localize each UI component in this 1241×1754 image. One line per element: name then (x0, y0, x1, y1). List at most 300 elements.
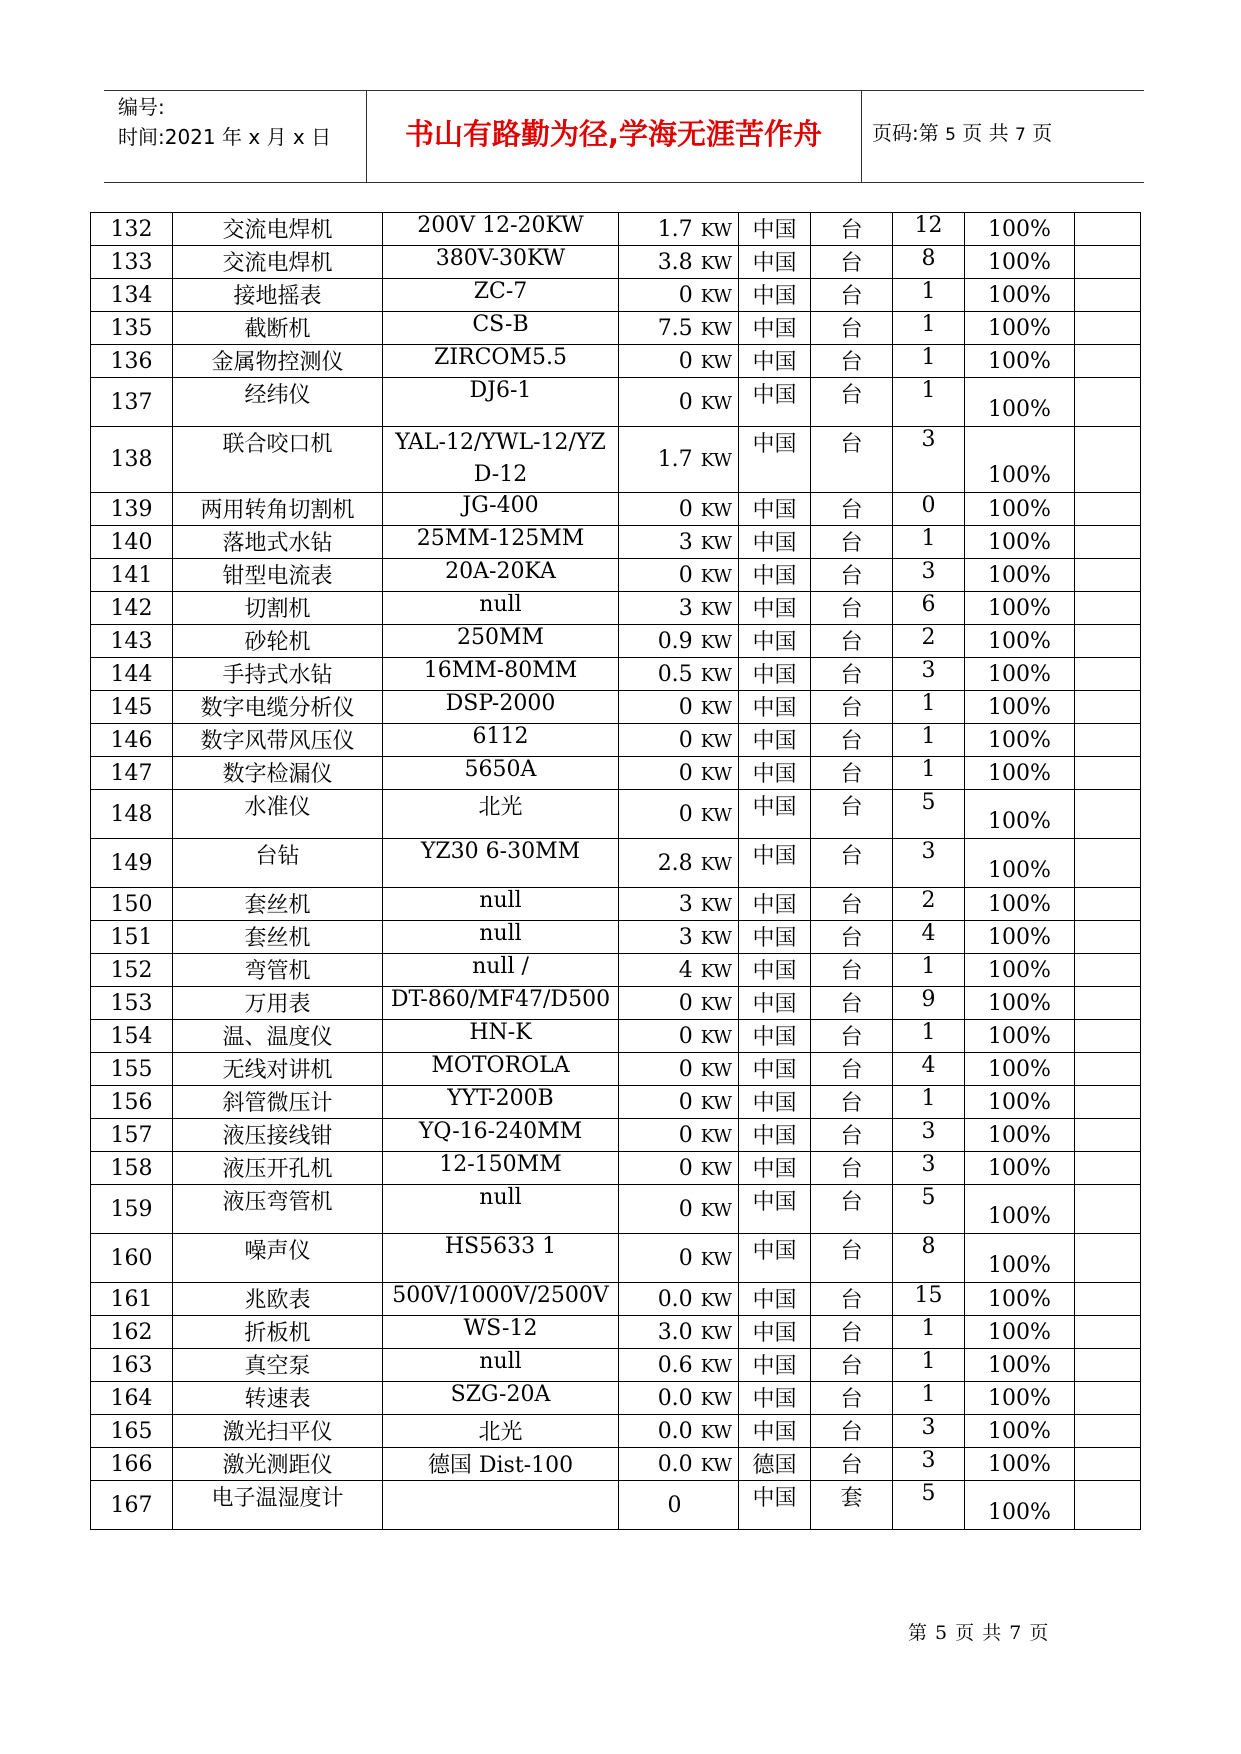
equipment-name-cell (173, 1020, 383, 1053)
origin-country-cell (739, 1086, 811, 1119)
measure-unit: 台 (840, 564, 863, 589)
quantity: 1 (921, 279, 936, 304)
quantity-cell (893, 625, 965, 658)
condition-percent-cell (965, 839, 1075, 888)
row-number: 146 (110, 727, 153, 753)
quantity: 3 (921, 559, 936, 584)
row-number: 159 (110, 1196, 153, 1222)
equipment-model-cell (383, 559, 619, 592)
equipment-name-cell (173, 526, 383, 559)
quantity-cell (893, 1349, 965, 1382)
equipment-model: ZC-7 (473, 279, 528, 304)
remarks-cell (1075, 790, 1141, 839)
equipment-model: null (479, 592, 522, 617)
equipment-name: 兆欧表 (244, 1288, 311, 1313)
quantity: 4 (921, 1053, 936, 1078)
equipment-power-cell (619, 213, 739, 246)
row-number-cell (91, 1119, 173, 1152)
row-number-cell (91, 987, 173, 1020)
remarks-cell (1075, 1283, 1141, 1316)
page-footer: 第 5 页 共 7 页 (908, 1622, 1050, 1644)
condition-percent-cell (965, 493, 1075, 526)
power-value: 0.0 (657, 1451, 693, 1477)
equipment-model: 25MM-125MM (416, 526, 585, 551)
measure-unit-cell (811, 1316, 893, 1349)
equipment-model: 16MM-80MM (423, 658, 578, 683)
measure-unit-cell (811, 839, 893, 888)
row-number-cell (91, 246, 173, 279)
equipment-name: 电子温湿度计 (211, 1486, 344, 1511)
equipment-name-cell (173, 1152, 383, 1185)
equipment-name: 无线对讲机 (222, 1058, 333, 1083)
quantity-cell (893, 526, 965, 559)
condition-percent-cell (965, 1086, 1075, 1119)
equipment-name: 液压弯管机 (222, 1190, 333, 1215)
origin-country-cell (739, 1481, 811, 1530)
row-number-cell (91, 691, 173, 724)
row-number: 141 (110, 562, 153, 588)
condition-percent: 100% (988, 463, 1051, 488)
origin-country: 中国 (752, 959, 797, 984)
row-number-cell (91, 724, 173, 757)
row-number-cell (91, 790, 173, 839)
measure-unit: 台 (840, 1420, 863, 1445)
origin-country-cell (739, 888, 811, 921)
equipment-name-cell (173, 1119, 383, 1152)
quantity-cell (893, 1185, 965, 1234)
condition-percent: 100% (988, 595, 1051, 621)
origin-country-cell (739, 691, 811, 724)
power-value: 0 (678, 1089, 693, 1115)
origin-country-cell (739, 987, 811, 1020)
equipment-power-cell (619, 1283, 739, 1316)
measure-unit-cell (811, 312, 893, 345)
measure-unit: 台 (840, 597, 863, 622)
origin-country: 中国 (752, 1091, 797, 1116)
quantity: 1 (921, 1020, 936, 1045)
measure-unit: 台 (840, 1091, 863, 1116)
row-number: 149 (110, 850, 153, 876)
power-value: 0 (678, 1245, 693, 1271)
equipment-model: 200V 12-20KW (417, 213, 584, 238)
quantity: 12 (914, 213, 943, 238)
quantity: 3 (921, 1448, 936, 1473)
equipment-model-cell (383, 312, 619, 345)
remarks-cell (1075, 1234, 1141, 1283)
row-number: 164 (110, 1385, 153, 1411)
power-value: 3 (678, 595, 693, 621)
equipment-name: 数字检漏仪 (222, 762, 333, 787)
serial-number-label: 编号: (118, 95, 165, 119)
measure-unit: 台 (840, 1321, 863, 1346)
row-number-cell (91, 559, 173, 592)
power-unit: KW (700, 1059, 732, 1081)
equipment-model-cell (383, 592, 619, 625)
power-value: 0 (678, 727, 693, 753)
origin-country-cell (739, 345, 811, 378)
equipment-name: 斜管微压计 (222, 1091, 333, 1116)
quantity-cell (893, 279, 965, 312)
table-row (91, 1234, 1141, 1283)
equipment-name: 钳型电流表 (222, 564, 333, 589)
equipment-power-cell (619, 1382, 739, 1415)
equipment-name: 数字电缆分析仪 (200, 696, 355, 721)
condition-percent: 100% (988, 1319, 1051, 1345)
row-number: 136 (110, 348, 153, 374)
origin-country: 中国 (752, 1420, 797, 1445)
measure-unit: 台 (840, 926, 863, 951)
condition-percent-cell (965, 1316, 1075, 1349)
origin-country-cell (739, 1316, 811, 1349)
equipment-power-cell (619, 724, 739, 757)
remarks-cell (1075, 213, 1141, 246)
origin-country: 中国 (752, 597, 797, 622)
row-number: 166 (110, 1451, 153, 1477)
origin-country-cell (739, 526, 811, 559)
equipment-model: HS5633 1 (444, 1234, 557, 1259)
quantity: 3 (921, 1415, 936, 1440)
row-number-cell (91, 1316, 173, 1349)
row-number: 147 (110, 760, 153, 786)
condition-percent: 100% (988, 1286, 1051, 1312)
origin-country-cell (739, 1382, 811, 1415)
measure-unit-cell (811, 954, 893, 987)
equipment-power-cell (619, 559, 739, 592)
equipment-table (90, 212, 1141, 1530)
power-value: 3.8 (657, 249, 693, 275)
equipment-power-cell (619, 1448, 739, 1481)
equipment-power-cell (619, 1415, 739, 1448)
row-number: 148 (110, 801, 153, 827)
quantity: 1 (921, 526, 936, 551)
equipment-name: 套丝机 (244, 926, 311, 951)
equipment-name-cell (173, 625, 383, 658)
equipment-model-cell (383, 246, 619, 279)
row-number: 156 (110, 1089, 153, 1115)
power-value: 0 (667, 1492, 682, 1518)
equipment-model-cell (383, 658, 619, 691)
equipment-power-cell (619, 839, 739, 888)
power-value: 0.0 (657, 1385, 693, 1411)
equipment-name: 金属物控测仪 (211, 350, 344, 375)
row-number: 138 (110, 447, 153, 472)
power-unit: KW (700, 1248, 732, 1270)
remarks-cell (1075, 1349, 1141, 1382)
power-unit: KW (700, 1355, 732, 1377)
measure-unit: 台 (840, 284, 863, 309)
condition-percent-cell (965, 1349, 1075, 1382)
origin-country: 中国 (752, 663, 797, 688)
condition-percent: 100% (988, 529, 1051, 555)
table-row (91, 757, 1141, 790)
quantity-cell (893, 246, 965, 279)
condition-percent: 100% (988, 990, 1051, 1016)
row-number: 139 (110, 496, 153, 522)
equipment-model: 北光 (478, 1420, 523, 1445)
condition-percent: 100% (988, 397, 1051, 422)
origin-country: 中国 (752, 992, 797, 1017)
quantity: 9 (921, 987, 936, 1012)
equipment-model: CS-B (472, 312, 529, 337)
condition-percent-cell (965, 790, 1075, 839)
equipment-name: 噪声仪 (244, 1239, 311, 1264)
equipment-model: 250MM (456, 625, 545, 650)
equipment-model: 北光 (478, 795, 523, 820)
condition-percent: 100% (988, 924, 1051, 950)
table-row (91, 625, 1141, 658)
power-unit: KW (700, 1125, 732, 1147)
equipment-name-cell (173, 1283, 383, 1316)
measure-unit: 台 (840, 630, 863, 655)
equipment-model: 6112 (472, 724, 529, 749)
remarks-cell (1075, 493, 1141, 526)
power-unit: KW (700, 285, 732, 307)
origin-country-cell (739, 724, 811, 757)
quantity: 1 (921, 724, 936, 749)
page-header (104, 90, 1144, 182)
table-row (91, 1448, 1141, 1481)
measure-unit: 台 (840, 696, 863, 721)
measure-unit: 台 (840, 844, 863, 869)
quantity-cell (893, 559, 965, 592)
row-number-cell (91, 427, 173, 493)
power-unit: KW (700, 532, 732, 554)
header-page-number (872, 118, 1052, 150)
remarks-cell (1075, 246, 1141, 279)
origin-country-cell (739, 246, 811, 279)
row-number: 157 (110, 1122, 153, 1148)
power-unit: KW (700, 664, 732, 686)
condition-percent: 100% (988, 282, 1051, 308)
origin-country-cell (739, 1448, 811, 1481)
row-number-cell (91, 921, 173, 954)
origin-country-cell (739, 1415, 811, 1448)
remarks-cell (1075, 1152, 1141, 1185)
quantity: 3 (921, 1152, 936, 1177)
equipment-name: 截断机 (244, 317, 311, 342)
power-unit: KW (700, 565, 732, 587)
power-unit: KW (700, 730, 732, 752)
row-number: 133 (110, 249, 153, 275)
equipment-power-cell (619, 1086, 739, 1119)
measure-unit: 台 (840, 1157, 863, 1182)
power-value: 1.7 (657, 216, 693, 242)
table-row (91, 987, 1141, 1020)
condition-percent-cell (965, 378, 1075, 427)
row-number-cell (91, 839, 173, 888)
condition-percent-cell (965, 345, 1075, 378)
remarks-cell (1075, 1415, 1141, 1448)
time-label: 时间:2021 年 x 月 x 日 (118, 125, 332, 149)
quantity: 1 (921, 1316, 936, 1341)
table-row (91, 246, 1141, 279)
measure-unit-cell (811, 378, 893, 427)
equipment-power-cell (619, 1020, 739, 1053)
power-value: 3 (678, 891, 693, 917)
quantity: 0 (921, 493, 936, 518)
power-unit: KW (700, 960, 732, 982)
origin-country: 中国 (752, 284, 797, 309)
equipment-model-cell (383, 1382, 619, 1415)
equipment-model-cell (383, 1415, 619, 1448)
equipment-power-cell (619, 658, 739, 691)
equipment-model-cell (383, 954, 619, 987)
quantity: 15 (914, 1283, 943, 1308)
condition-percent: 100% (988, 348, 1051, 374)
quantity: 1 (921, 1382, 936, 1407)
power-unit: KW (700, 1158, 732, 1180)
equipment-model-cell (383, 790, 619, 839)
equipment-model-cell (383, 427, 619, 493)
equipment-name: 水准仪 (244, 795, 311, 820)
equipment-model-cell (383, 1349, 619, 1382)
condition-percent-cell (965, 954, 1075, 987)
table-row (91, 559, 1141, 592)
measure-unit-cell (811, 246, 893, 279)
row-number-cell (91, 1481, 173, 1530)
quantity: 3 (921, 839, 936, 864)
equipment-model-cell (383, 921, 619, 954)
remarks-cell (1075, 526, 1141, 559)
condition-percent: 100% (988, 1089, 1051, 1115)
origin-country: 中国 (752, 795, 797, 820)
row-number-cell (91, 888, 173, 921)
measure-unit-cell (811, 1086, 893, 1119)
equipment-model: null (479, 888, 522, 913)
measure-unit: 台 (840, 1453, 863, 1478)
table-row (91, 378, 1141, 427)
equipment-power-cell (619, 526, 739, 559)
condition-percent-cell (965, 658, 1075, 691)
quantity-cell (893, 1283, 965, 1316)
condition-percent-cell (965, 888, 1075, 921)
remarks-cell (1075, 1448, 1141, 1481)
row-number: 167 (110, 1492, 153, 1518)
row-number: 142 (110, 595, 153, 621)
origin-country: 中国 (752, 1486, 797, 1511)
equipment-power-cell (619, 378, 739, 427)
equipment-name: 落地式水钻 (222, 531, 333, 556)
remarks-cell (1075, 625, 1141, 658)
power-value: 3 (678, 529, 693, 555)
remarks-cell (1075, 987, 1141, 1020)
quantity-cell (893, 493, 965, 526)
row-number-cell (91, 1415, 173, 1448)
origin-country: 中国 (752, 1387, 797, 1412)
origin-country: 中国 (752, 1058, 797, 1083)
table-row (91, 1020, 1141, 1053)
measure-unit-cell (811, 1283, 893, 1316)
condition-percent: 100% (988, 628, 1051, 654)
equipment-name-cell (173, 954, 383, 987)
table-row (91, 1086, 1141, 1119)
row-number-cell (91, 1234, 173, 1283)
equipment-model: ZIRCOM5.5 (434, 345, 567, 370)
equipment-model: HN-K (469, 1020, 532, 1045)
origin-country-cell (739, 954, 811, 987)
row-number-cell (91, 954, 173, 987)
remarks-cell (1075, 724, 1141, 757)
measure-unit: 套 (840, 1486, 863, 1511)
equipment-power-cell (619, 312, 739, 345)
equipment-model-cell (383, 1185, 619, 1234)
equipment-model: DSP-2000 (445, 691, 556, 716)
equipment-name-cell (173, 691, 383, 724)
quantity-cell (893, 1448, 965, 1481)
row-number-cell (91, 625, 173, 658)
quantity: 1 (921, 1086, 936, 1111)
condition-percent: 100% (988, 216, 1051, 242)
equipment-name: 真空泵 (244, 1354, 311, 1379)
table-row (91, 345, 1141, 378)
equipment-model: 380V-30KW (435, 246, 566, 271)
table-row (91, 1382, 1141, 1415)
condition-percent: 100% (988, 957, 1051, 983)
header-bottom-rule (104, 182, 1144, 183)
power-value: 2.8 (657, 850, 693, 876)
table-row (91, 921, 1141, 954)
remarks-cell (1075, 1481, 1141, 1530)
quantity-cell (893, 592, 965, 625)
power-value: 0 (678, 760, 693, 786)
equipment-name-cell (173, 1448, 383, 1481)
remarks-cell (1075, 954, 1141, 987)
equipment-model-cell (383, 1448, 619, 1481)
origin-country: 中国 (752, 893, 797, 918)
condition-percent: 100% (988, 760, 1051, 786)
power-unit: KW (700, 804, 732, 826)
power-value: 0 (678, 389, 693, 415)
table-row (91, 790, 1141, 839)
power-unit: KW (700, 1388, 732, 1410)
equipment-name-cell (173, 246, 383, 279)
equipment-name-cell (173, 839, 383, 888)
row-number-cell (91, 1185, 173, 1234)
origin-country-cell (739, 1152, 811, 1185)
origin-country-cell (739, 279, 811, 312)
quantity-cell (893, 1415, 965, 1448)
origin-country-cell (739, 1349, 811, 1382)
equipment-power-cell (619, 1316, 739, 1349)
measure-unit: 台 (840, 729, 863, 754)
row-number: 155 (110, 1056, 153, 1082)
origin-country: 中国 (752, 1124, 797, 1149)
equipment-model-cell (383, 1481, 619, 1530)
origin-country: 中国 (752, 844, 797, 869)
quantity: 6 (921, 592, 936, 617)
origin-country: 中国 (752, 1354, 797, 1379)
power-unit: KW (700, 392, 732, 414)
condition-percent-cell (965, 1481, 1075, 1530)
quantity: 8 (921, 1234, 936, 1259)
measure-unit: 台 (840, 1354, 863, 1379)
measure-unit-cell (811, 592, 893, 625)
equipment-power-cell (619, 1053, 739, 1086)
equipment-name: 台钻 (255, 844, 300, 869)
equipment-power-cell (619, 592, 739, 625)
header-top-rule (104, 90, 1144, 91)
condition-percent: 100% (988, 891, 1051, 917)
table-row (91, 1316, 1141, 1349)
measure-unit: 台 (840, 795, 863, 820)
row-number: 152 (110, 957, 153, 983)
remarks-cell (1075, 1086, 1141, 1119)
row-number: 135 (110, 315, 153, 341)
origin-country: 中国 (752, 696, 797, 721)
power-unit: KW (700, 1026, 732, 1048)
origin-country: 中国 (752, 1288, 797, 1313)
measure-unit-cell (811, 757, 893, 790)
